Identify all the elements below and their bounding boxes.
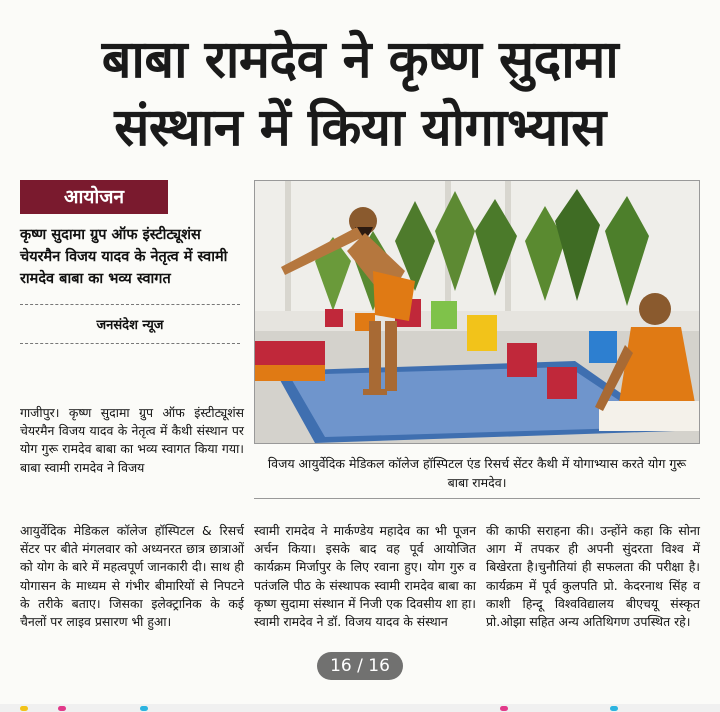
article-column-1-bottom: आयुर्वेदिक मेडिकल कॉलेज हॉस्पिटल & रिसर्च सेंटर पर बीते मंगलवार को अध्यनरत छात्र छात्राओं को योग के बारे में महत्वपूर्ण जानकारी दी। साथ ही योगासन के माध्यम से गंभीर बीमारियों से निपटने के तरीके बताए। जिसका इलेक्ट्रानिक के कई चैनलों पर लाइव प्रसारण भी हुआ। [20,523,244,630]
page-indicator[interactable]: 16 / 16 [317,652,403,680]
article-column-1-top: गाजीपुर। कृष्ण सुदामा ग्रुप ऑफ इंस्टीट्यूशंस चेयरमैन विजय यादव के नेतृत्व में कैथी संस्थान पर योग गुरू रामदेव बाबा का भव्य स्वागत किया गया। बाबा स्वामी रामदेव ने विजय [20,405,244,475]
bottom-dot [140,706,148,711]
headline-line-2: संस्थान में किया योगाभ्यास [114,98,606,158]
bottom-dot [58,706,66,711]
photo-caption: विजय आयुर्वेदिक मेडिकल कॉलेज हॉस्पिटल एंड रिसर्च सेंटर कैथी में योगाभ्यास करते योग गुरू बाबा रामदेव। [267,456,687,490]
bottom-dot [610,706,618,711]
bottom-dot [20,706,28,711]
kicker-text: कृष्ण सुदामा ग्रुप ऑफ इंस्टीट्यूशंस चेयरमैन विजय यादव के नेतृत्व में स्वामी रामदेव बाबा का भव्य स्वागत [20,227,228,287]
photo-illustration [255,181,700,444]
byline: जनसंदेश न्यूज [20,315,240,344]
section-tag: आयोजन [20,180,168,214]
bottom-dot [500,706,508,711]
article-column-2: स्वामी रामदेव ने मार्कण्डेय महादेव का भी पूजन अर्चन किया। इसके बाद वह पूर्व आयोजित कार्यक्रम मिर्जापुर के लिए रवाना हुए। योग गुरु व पतंजलि पीठ के संस्थापक स्वामी रामदेव बाबा का कृष्ण सुदामा संस्थान में निजी एक दिवसीय शा हा। स्वामी रामदेव ने डॉ. विजय यादव के संस्थान [254,523,476,630]
headline [10,26,710,162]
article-column-3: की काफी सराहना की। उन्होंने कहा कि सोना आग में तपकर ही अपनी सुंदरता विश्व में बिखेरता है।चुनौतियां ही सफलता की परीक्षा है। कार्यक्रम में पूर्व कुलपति प्रो. केदरनाथ सिंह व काशी हिन्दू विश्वविद्यालय बीएचयू संस्कृत प्रो.ओझा सहित अन्य अतिथिगण उपस्थित रहे। [486,523,700,630]
divider [20,304,240,305]
headline-line-1: बाबा रामदेव ने कृष्ण सुदामा [101,30,619,90]
caption-divider [254,498,700,499]
news-photo [254,180,700,444]
left-column [20,180,244,344]
